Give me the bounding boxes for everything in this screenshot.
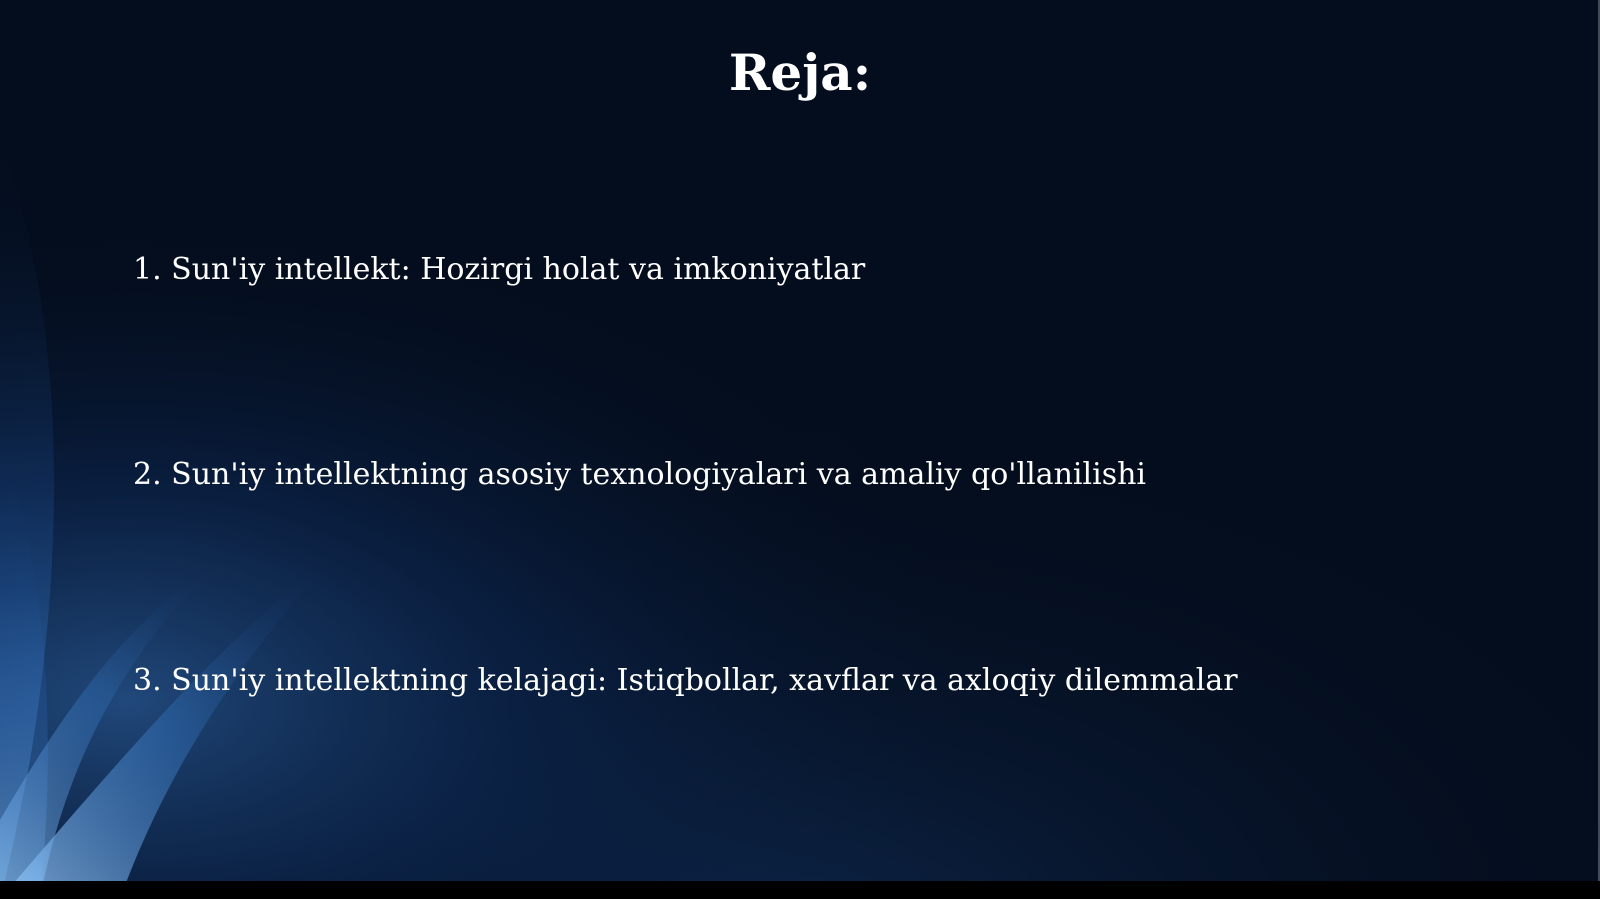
plan-item-1 xyxy=(133,250,865,290)
slide-edge-bottom xyxy=(0,881,1600,899)
plan-item-number: 2. xyxy=(133,457,162,492)
plan-item-number: 3. xyxy=(133,663,162,698)
plan-item-text: Sun'iy intellekt: Hozirgi holat va imkoniyatlar xyxy=(171,252,866,287)
plan-item-text: Sun'iy intellektning asosiy texnologiyalari va amaliy qo'llanilishi xyxy=(171,457,1147,492)
plan-item-number: 1. xyxy=(133,252,162,287)
plan-item-text: Sun'iy intellektning kelajagi: Istiqbollar, xavflar va axloqiy dilemmalar xyxy=(171,663,1238,698)
plan-item-3 xyxy=(133,661,1238,701)
slide-title: Reja: xyxy=(728,43,872,102)
plan-item-2 xyxy=(133,455,1146,495)
